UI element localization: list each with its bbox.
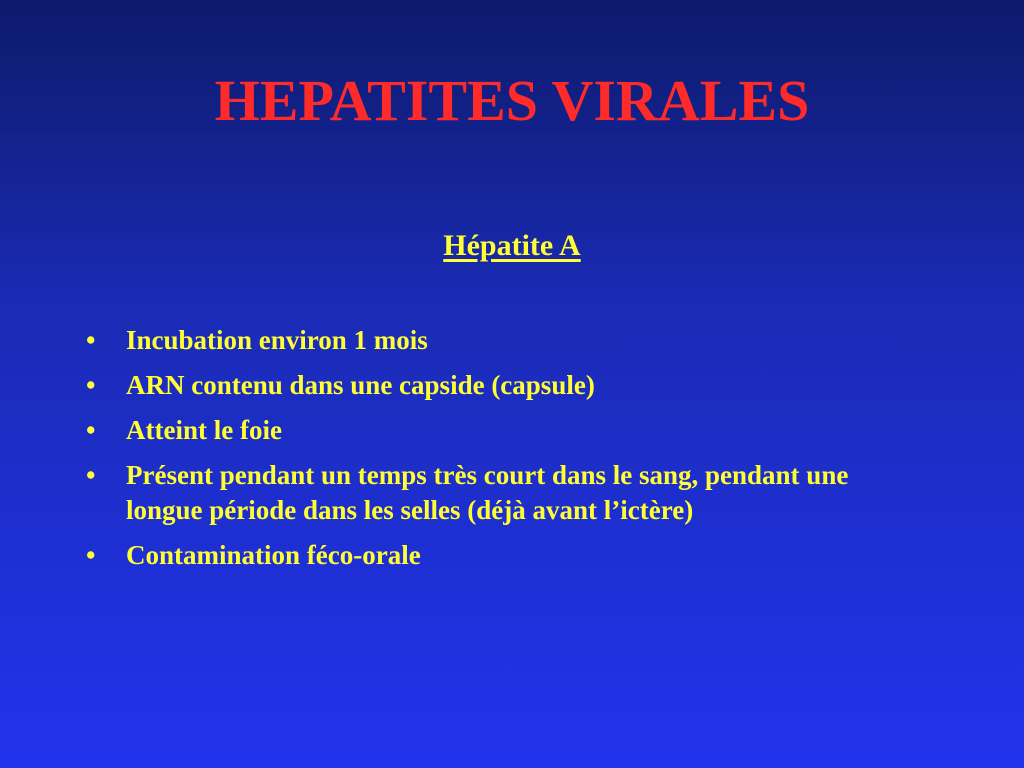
bullet-text: Contamination féco-orale	[126, 540, 421, 570]
bullet-icon: •	[86, 540, 96, 570]
bullet-item	[86, 368, 926, 403]
slide-subtitle: Hépatite A	[443, 229, 581, 262]
slide-title: HEPATITES VIRALES	[214, 68, 810, 133]
bullet-text: ARN contenu dans une capside (capsule)	[126, 370, 595, 400]
bullet-item	[86, 458, 926, 528]
bullet-text: Incubation environ 1 mois	[126, 325, 428, 355]
bullet-list	[86, 323, 926, 583]
bullet-item	[86, 413, 926, 448]
bullet-item	[86, 323, 926, 358]
bullet-icon: •	[86, 325, 96, 355]
bullet-text: Présent pendant un temps très court dans le sang, pendant une longue période dans les selles (déjà avant l’ictère)	[126, 460, 849, 525]
bullet-text: Atteint le foie	[126, 415, 282, 445]
bullet-icon: •	[86, 415, 96, 445]
bullet-item	[86, 538, 926, 573]
bullet-icon: •	[86, 460, 96, 490]
bullet-icon: •	[86, 370, 96, 400]
